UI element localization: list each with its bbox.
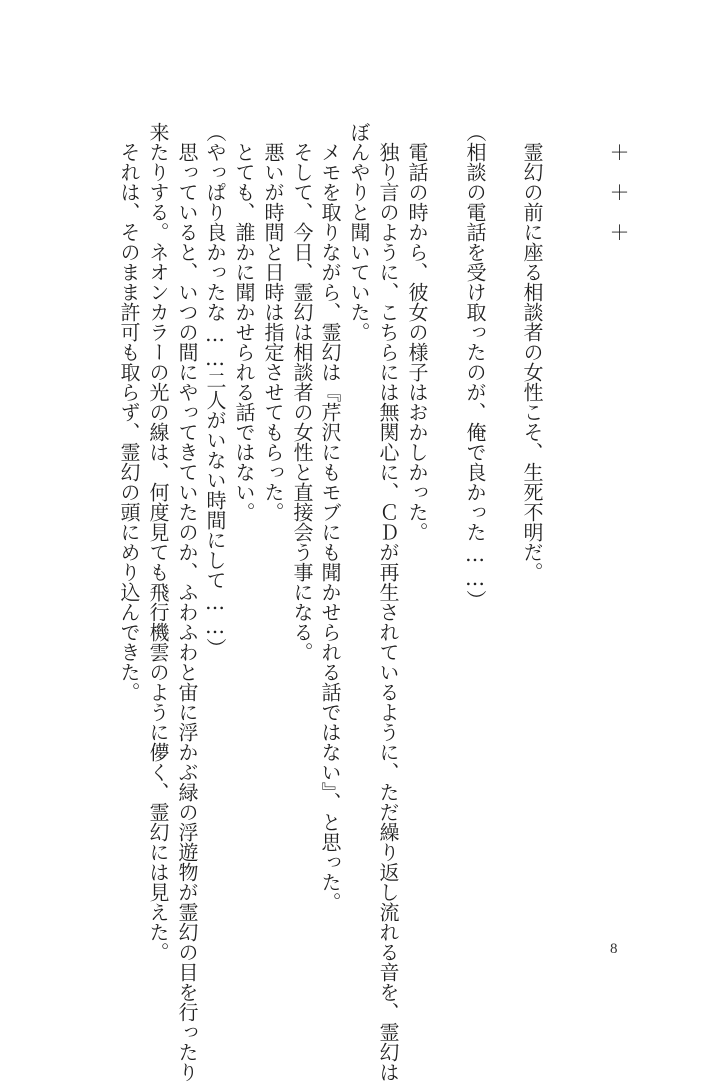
text-line: （相談の電話を受け取ったのが、俺で良かった……） [463, 122, 487, 610]
text-line: とても、誰かに聞かせられる話ではない。 [232, 122, 256, 522]
text-line: ぼんやりと聞いていた。 [347, 122, 371, 342]
text-line: 来たりする。ネオンカラーの光の線は、何度見ても飛行機雲のように儚く、霊幻には見えた。 [146, 122, 170, 962]
page-number: 8 [610, 941, 618, 957]
text-line: （やっぱり良かったな……二人がいない時間にして……） [203, 122, 227, 658]
text-line: 独り言のように、こちらには無関心に、ＣＤが再生されているように、ただ繰り返し流れる音を、霊幻は [376, 122, 400, 1082]
text-line: メモを取りながら、霊幻は『芹沢にもモブにも聞かせられる話ではない』、と思った。 [318, 122, 342, 912]
text-line: そして、今日、霊幻は相談者の女性と直接会う事になる。 [290, 122, 314, 662]
text-line: 思っていると、いつの間にやってきていたのか、ふわふわと宙に浮かぶ緑の浮遊物が霊幻の目を行ったり [175, 122, 199, 1082]
text-line: 霊幻の前に座る相談者の女性こそ、生死不明だ。 [520, 122, 544, 582]
text-line: 悪いが時間と日時は指定させてもらった。 [261, 122, 285, 522]
text-line-scene-break: ＋ ＋ ＋ [606, 122, 630, 242]
text-line: それは、そのまま許可も取らず、霊幻の頭にめり込んできた。 [117, 122, 141, 702]
text-line: 電話の時から、彼女の様子はおかしかった。 [405, 122, 429, 542]
